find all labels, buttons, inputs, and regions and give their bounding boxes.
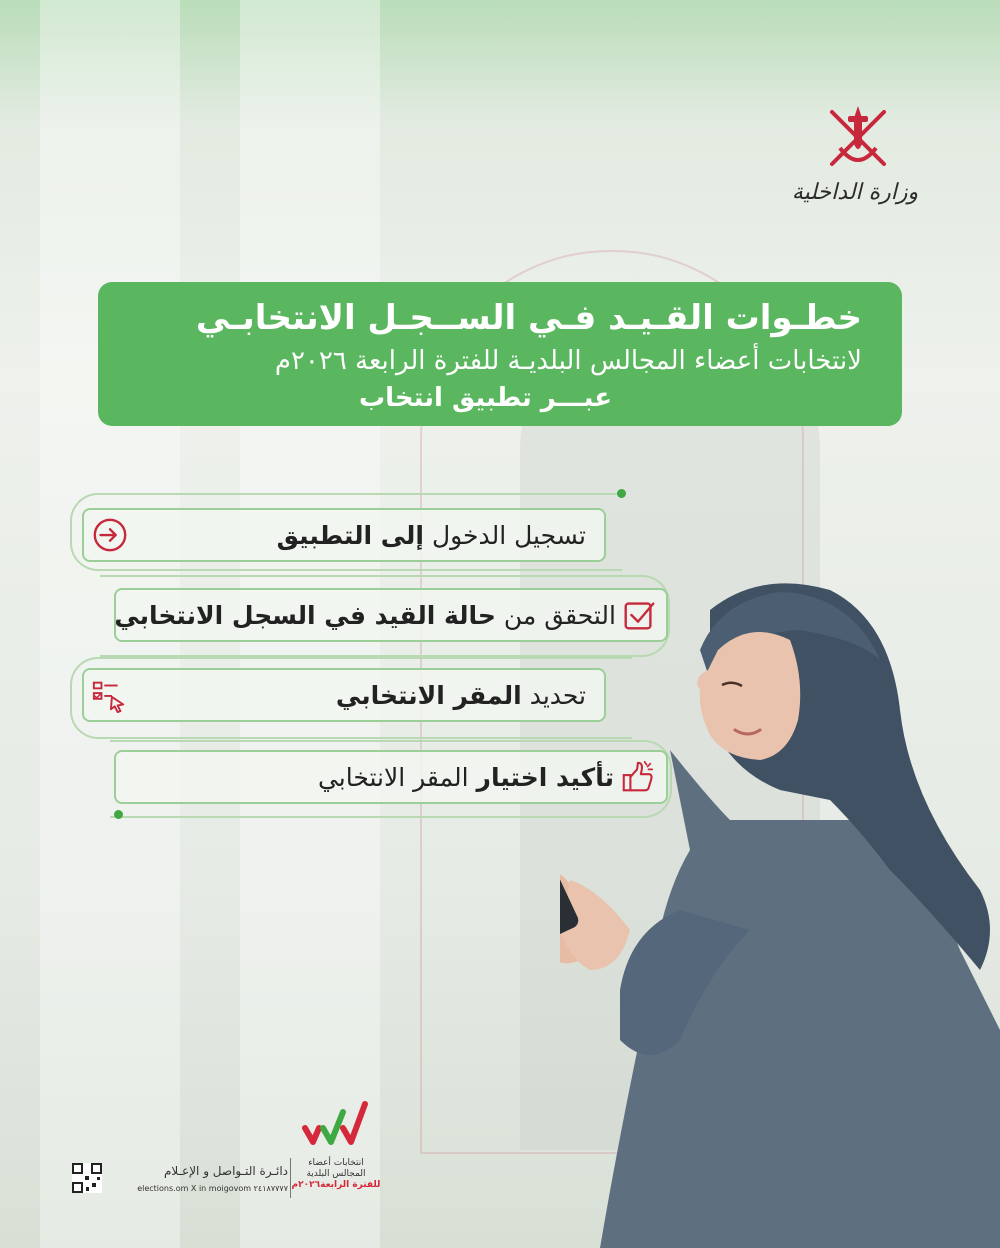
elections-logo-line2: المجالس البلدية: [306, 1169, 366, 1179]
header-title: خطـوات القـيـد فـي الســجـل الانتخابـي: [195, 298, 862, 338]
step-normal-text: المقر الانتخابي: [317, 762, 477, 792]
ministry-name: وزارة الداخلية: [791, 180, 919, 205]
step-normal-text: التحقق من: [495, 600, 616, 630]
step-normal-text: تحديد: [521, 680, 586, 710]
elections-logo-line3: للفترة الرابعة٢٠٢٦م: [291, 1180, 381, 1190]
step-bold-text: إلى التطبيق: [276, 520, 424, 550]
step-login: [82, 508, 606, 562]
social-handles: elections.om X in moigovom ٢٤١٨٧٧٧٧: [137, 1184, 288, 1193]
header-app-line: عبـــر تطبيق انتخاب: [359, 383, 612, 413]
header-subtitle: لانتخابات أعضاء المجالس البلديـة للفترة الرابعة ٢٠٢٦م: [274, 346, 862, 376]
department-name: دائـرة التـواصل و الإعـلام: [163, 1164, 288, 1178]
header-banner: [98, 282, 902, 426]
step-normal-text: تسجيل الدخول: [424, 520, 586, 550]
step-bold-text: تأكيد اختيار: [476, 762, 614, 792]
login-arrow-icon: [90, 515, 130, 555]
elections-logo-line1: انتخابات أعضاء: [308, 1158, 364, 1168]
track-dot: [617, 489, 626, 498]
footer-divider: [290, 1158, 291, 1198]
step-bold-text: المقر الانتخابي: [335, 680, 522, 710]
elections-check-icon: [301, 1098, 371, 1154]
oman-khanjar-emblem-icon: [818, 98, 898, 178]
woman-holding-phone-illustration: [560, 570, 1000, 1248]
track-dot: [114, 810, 123, 819]
elections-logo: [286, 1098, 386, 1218]
step-select-center: [82, 668, 606, 722]
step-bold-text: حالة القيد في السجل الانتخابي: [114, 600, 496, 630]
qr-code-icon: [72, 1163, 102, 1193]
select-cursor-icon: [90, 675, 130, 715]
